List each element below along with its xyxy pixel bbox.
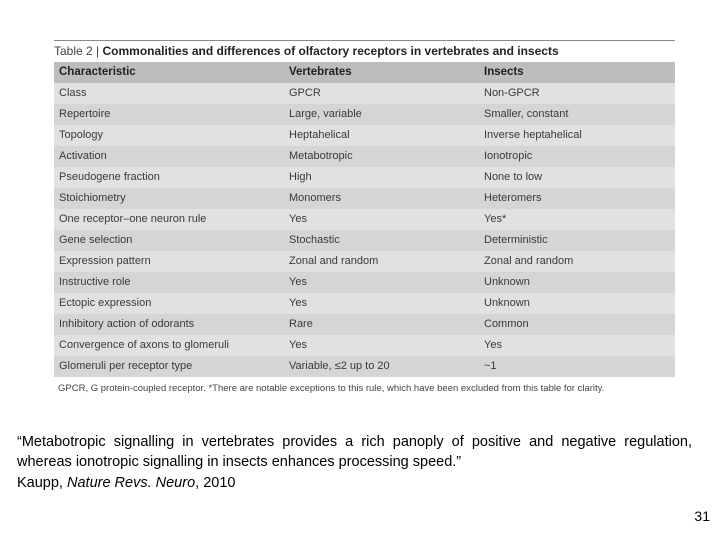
cell-insects: Heteromers [479, 188, 675, 209]
citation-author: Kaupp, [17, 475, 67, 491]
table-row [54, 125, 675, 146]
table-row [54, 188, 675, 209]
citation-journal: Nature Revs. Neuro [67, 475, 196, 491]
cell-insects: Yes* [479, 209, 675, 230]
table-row [54, 209, 675, 230]
table-row [54, 167, 675, 188]
cell-insects: ~1 [479, 356, 675, 377]
cell-characteristic: Activation [54, 146, 284, 167]
table-footnote: GPCR, G protein-coupled receptor. *There are notable exceptions to this rule, which have been excluded from this table for clarity. [58, 383, 605, 394]
cell-vertebrates: GPCR [284, 83, 479, 104]
cell-vertebrates: Yes [284, 209, 479, 230]
cell-vertebrates: Variable, ≤2 up to 20 [284, 356, 479, 377]
table-row [54, 83, 675, 104]
cell-characteristic: One receptor–one neuron rule [54, 209, 284, 230]
cell-insects: Smaller, constant [479, 104, 675, 125]
header-insects: Insects [479, 62, 675, 83]
cell-characteristic: Expression pattern [54, 251, 284, 272]
header-vertebrates: Vertebrates [284, 62, 479, 83]
cell-vertebrates: Large, variable [284, 104, 479, 125]
cell-characteristic: Instructive role [54, 272, 284, 293]
cell-characteristic: Repertoire [54, 104, 284, 125]
table-row [54, 251, 675, 272]
table-row [54, 146, 675, 167]
table-row [54, 356, 675, 377]
cell-vertebrates: Monomers [284, 188, 479, 209]
cell-vertebrates: Rare [284, 314, 479, 335]
cell-vertebrates: Heptahelical [284, 125, 479, 146]
table-caption-label: Table 2 | [54, 44, 103, 58]
table-row [54, 314, 675, 335]
cell-characteristic: Pseudogene fraction [54, 167, 284, 188]
cell-insects: Yes [479, 335, 675, 356]
cell-insects: Unknown [479, 293, 675, 314]
cell-characteristic: Inhibitory action of odorants [54, 314, 284, 335]
cell-insects: Unknown [479, 272, 675, 293]
cell-characteristic: Ectopic expression [54, 293, 284, 314]
table-caption-title: Commonalities and differences of olfactory receptors in vertebrates and insects [102, 44, 559, 58]
comparison-table [54, 62, 675, 377]
table-row [54, 335, 675, 356]
table-row [54, 230, 675, 251]
cell-vertebrates: Yes [284, 335, 479, 356]
cell-insects: Deterministic [479, 230, 675, 251]
table-header-row [54, 62, 675, 83]
cell-characteristic: Gene selection [54, 230, 284, 251]
cell-vertebrates: High [284, 167, 479, 188]
cell-vertebrates: Stochastic [284, 230, 479, 251]
table-row [54, 104, 675, 125]
cell-characteristic: Convergence of axons to glomeruli [54, 335, 284, 356]
cell-vertebrates: Yes [284, 272, 479, 293]
table-body [54, 83, 675, 377]
cell-insects: Zonal and random [479, 251, 675, 272]
cell-vertebrates: Zonal and random [284, 251, 479, 272]
cell-insects: None to low [479, 167, 675, 188]
table-row [54, 293, 675, 314]
table-row [54, 272, 675, 293]
page-number: 31 [694, 508, 710, 524]
cell-vertebrates: Metabotropic [284, 146, 479, 167]
quote-text: “Metabotropic signalling in vertebrates provides a rich panoply of positive and negative regulation, whereas ionotropic signalling in insects enhances processing speed.” [17, 434, 692, 470]
cell-insects: Common [479, 314, 675, 335]
cell-insects: Ionotropic [479, 146, 675, 167]
cell-vertebrates: Yes [284, 293, 479, 314]
citation-year: , 2010 [195, 475, 236, 491]
receptor-table-figure [54, 40, 675, 394]
cell-characteristic: Class [54, 83, 284, 104]
header-characteristic: Characteristic [54, 62, 284, 83]
cell-characteristic: Glomeruli per receptor type [54, 356, 284, 377]
cell-characteristic: Stoichiometry [54, 188, 284, 209]
cell-characteristic: Topology [54, 125, 284, 146]
cell-insects: Non-GPCR [479, 83, 675, 104]
table-caption [54, 40, 675, 62]
citation [17, 473, 235, 493]
cell-insects: Inverse heptahelical [479, 125, 675, 146]
